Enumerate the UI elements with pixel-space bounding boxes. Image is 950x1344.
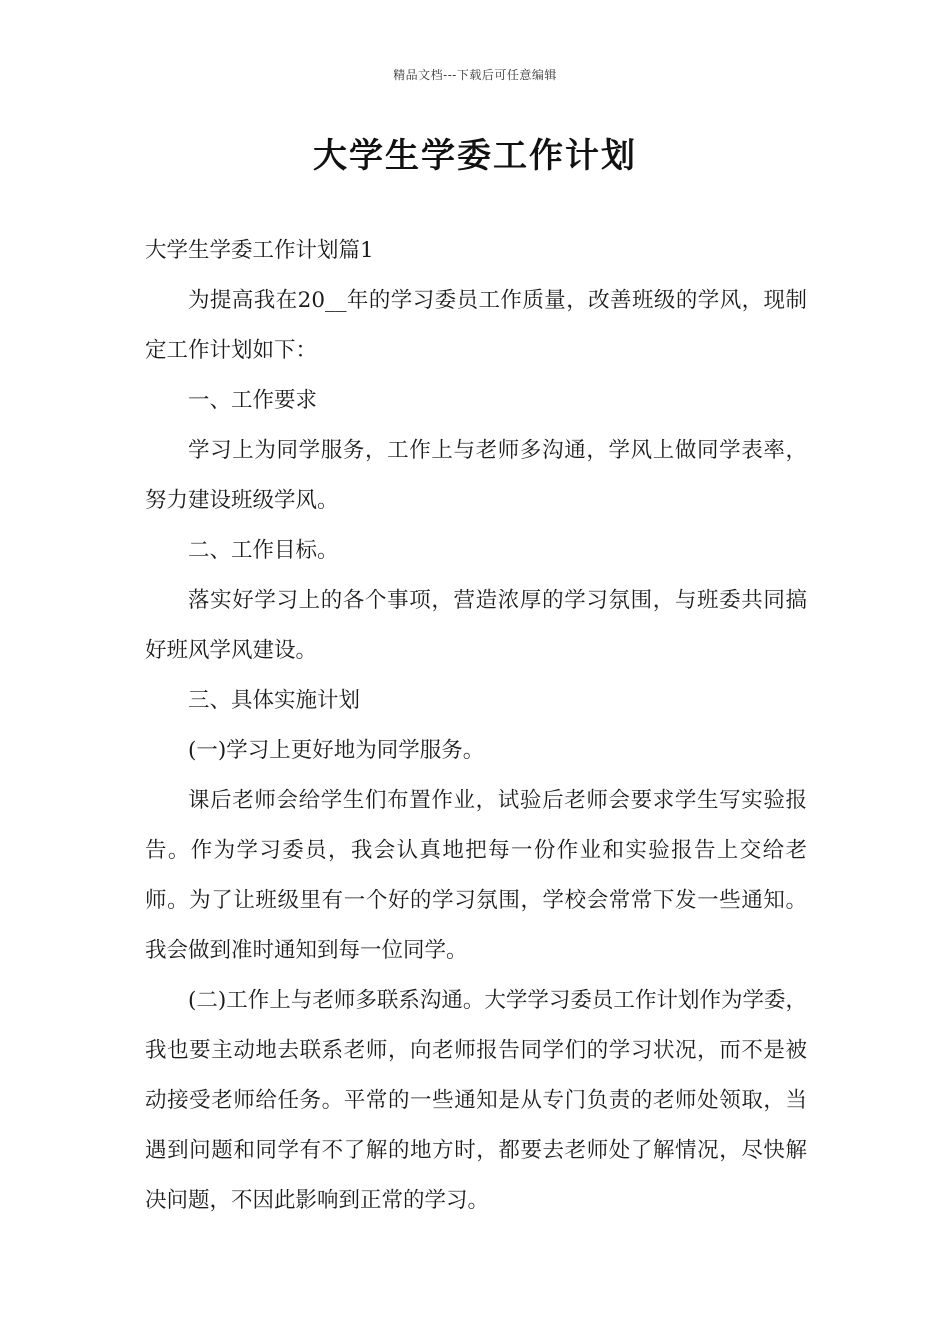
- paragraph: 三、具体实施计划: [188, 688, 361, 713]
- paragraph: (一)学习上更好地为同学服务。: [188, 738, 485, 763]
- document-title: 大学生学委工作计划: [313, 136, 637, 176]
- paragraph: 课后老师会给学生们布置作业，试验后老师会要求学生写实验报告。作为学习委员，我会认真地把每一份作业和实验报告上交给老师。为了让班级里有一个好的学习氛围，学校会常常下发一些通知。我会做到准时通知到每一位同学。: [145, 788, 807, 963]
- paragraph: 落实好学习上的各个事项，营造浓厚的学习氛围，与班委共同搞好班风学风建设。: [145, 588, 807, 663]
- paragraph: 学习上为同学服务，工作上与老师多沟通，学风上做同学表率，努力建设班级学风。: [145, 438, 807, 513]
- document-body: [145, 226, 807, 1226]
- paragraph: 二、工作目标。: [188, 538, 339, 563]
- header-note: 精品文档---下载后可任意编辑: [393, 68, 557, 82]
- paragraph: 一、工作要求: [188, 388, 318, 413]
- paragraph: 为提高我在20__年的学习委员工作质量，改善班级的学风，现制定工作计划如下：: [145, 288, 807, 363]
- paragraph: (二)工作上与老师多联系沟通。大学学习委员工作计划作为学委，我也要主动地去联系老师，向老师报告同学们的学习状况，而不是被动接受老师给任务。平常的一些通知是从专门负责的老师处领取，当遇到问题和同学有不了解的地方时，都要去老师处了解情况，尽快解决问题，不因此影响到正常的学习。: [145, 988, 807, 1213]
- section-heading: 大学生学委工作计划篇1: [145, 238, 374, 263]
